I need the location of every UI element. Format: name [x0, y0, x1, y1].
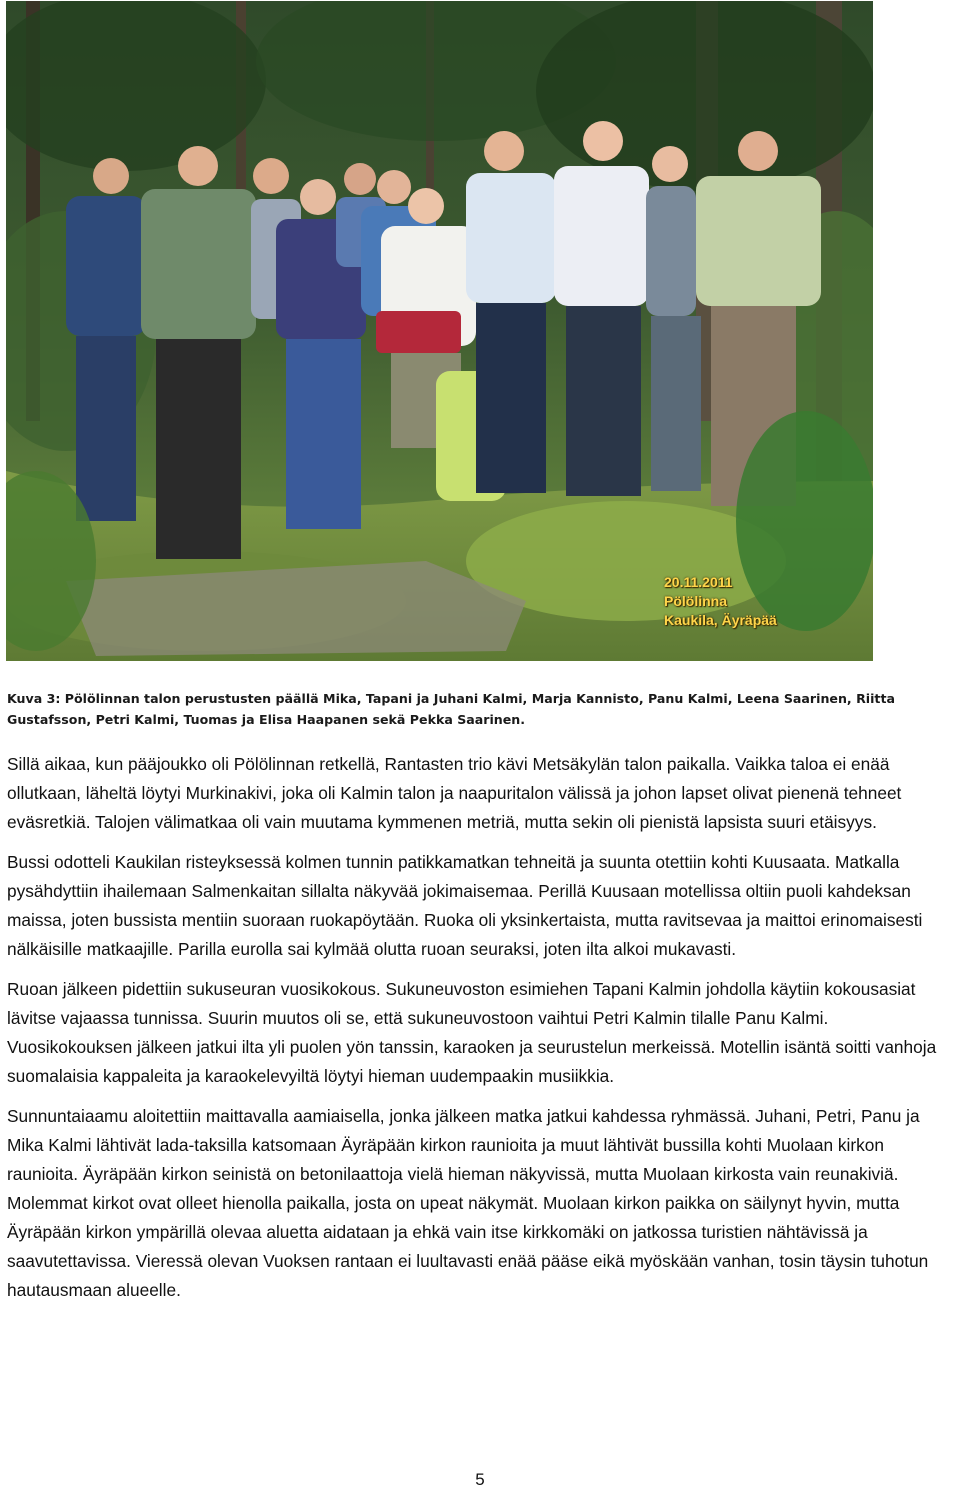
page-number: 5: [475, 1470, 485, 1489]
article-body: [7, 750, 953, 1316]
paragraph: Sunnuntaiaamu aloitettiin maittavalla aamiaisella, jonka jälkeen matka jatkui kahdessa ryhmässä. Juhani, Petri, Panu ja Mika Kalmi lähtivät lada-taksilla katsomaan Äyräpään kirkon raunioita ja muut lähtivät bussilla kohti Muolaan kirkon raunioita. Äyräpään kirkon seinistä on betonilaattoja vielä hieman näkyvissä, mutta Muolaan kirkosta vain reunakiviä. Molemmat kirkot ovat olleet hienolla paikalla, josta on upeat näkymät. Muolaan kirkon paikka on säilynyt hyvin, mutta Äyräpään kirkon ympärillä olevaa aluetta aidataan ja ehkä vain itse kirkkomäki on jatkossa turistien nähtävissä ja saavutettavissa. Vieressä olevan Vuoksen rantaan ei luultavasti enää pääse eikä myöskään vanhan, tosin täysin tuhotun hautausmaan alueelle.: [7, 1106, 929, 1300]
paragraph: Sillä aikaa, kun pääjoukko oli Pölölinnan retkellä, Rantasten trio kävi Metsäkylän talon paikalla. Vaikka taloa ei enää ollutkaan, läheltä löytyi Murkinakivi, joka oli Kalmin talon ja naapuritalon välissä ja johon lapset olivat pienenä tehneet eväsretkiä. Talojen välimatkaa oli vain muutama kymmenen metriä, mutta sekin oli pienistä lapsista suuri etäisyys.: [7, 754, 902, 832]
group-photo: [6, 1, 873, 661]
stamp-place: Pölölinna: [664, 593, 727, 609]
group-photo-illustration: [6, 1, 873, 661]
stamp-date: 20.11.2011: [664, 574, 733, 590]
paragraph: Ruoan jälkeen pidettiin sukuseuran vuosikokous. Sukuneuvoston esimiehen Tapani Kalmin johdolla käytiin kokousasiat lävitse vajaassa tunnissa. Suurin muutos oli se, että sukuneuvostoon vaihtui Petri Kalmin tilalle Panu Kalmi. Vuosikokouksen jälkeen jatkui ilta yli puolen yön tanssin, karaoken ja seurustelun merkeissä. Motellin isäntä soitti vanhoja suomalaisia kappaleita ja karaokelevyiltä löytyi hieman uudempaakin musiikkia.: [7, 979, 937, 1086]
stamp-location: Kaukila, Äyräpää: [664, 612, 777, 628]
photo-caption: Kuva 3: Pölölinnan talon perustusten päällä Mika, Tapani ja Juhani Kalmi, Marja Kannisto, Panu Kalmi, Leena Saarinen, Riitta Gustafsson, Petri Kalmi, Tuomas ja Elisa Haapanen sekä Pekka Saarinen.: [7, 691, 895, 727]
photo-date-stamp: [664, 573, 777, 630]
paragraph: Bussi odotteli Kaukilan risteyksessä kolmen tunnin patikkamatkan tehneitä ja suunta otettiin kohti Kuusaata. Matkalla pysähdyttiin ihailemaan Salmenkaitan sillalta näkyvää jokimaisemaa. Perillä Kuusaan motellissa oltiin puoli kahdeksan maissa, joten bussista mentiin suoraan ruokapöytään. Ruoka oli yksinkertaista, mutta ravitsevaa ja maittoi erinomaisesti nälkäisille matkaajille. Parilla eurolla sai kylmää olutta ruoan seuraksi, joten ilta alkoi mukavasti.: [7, 852, 923, 959]
